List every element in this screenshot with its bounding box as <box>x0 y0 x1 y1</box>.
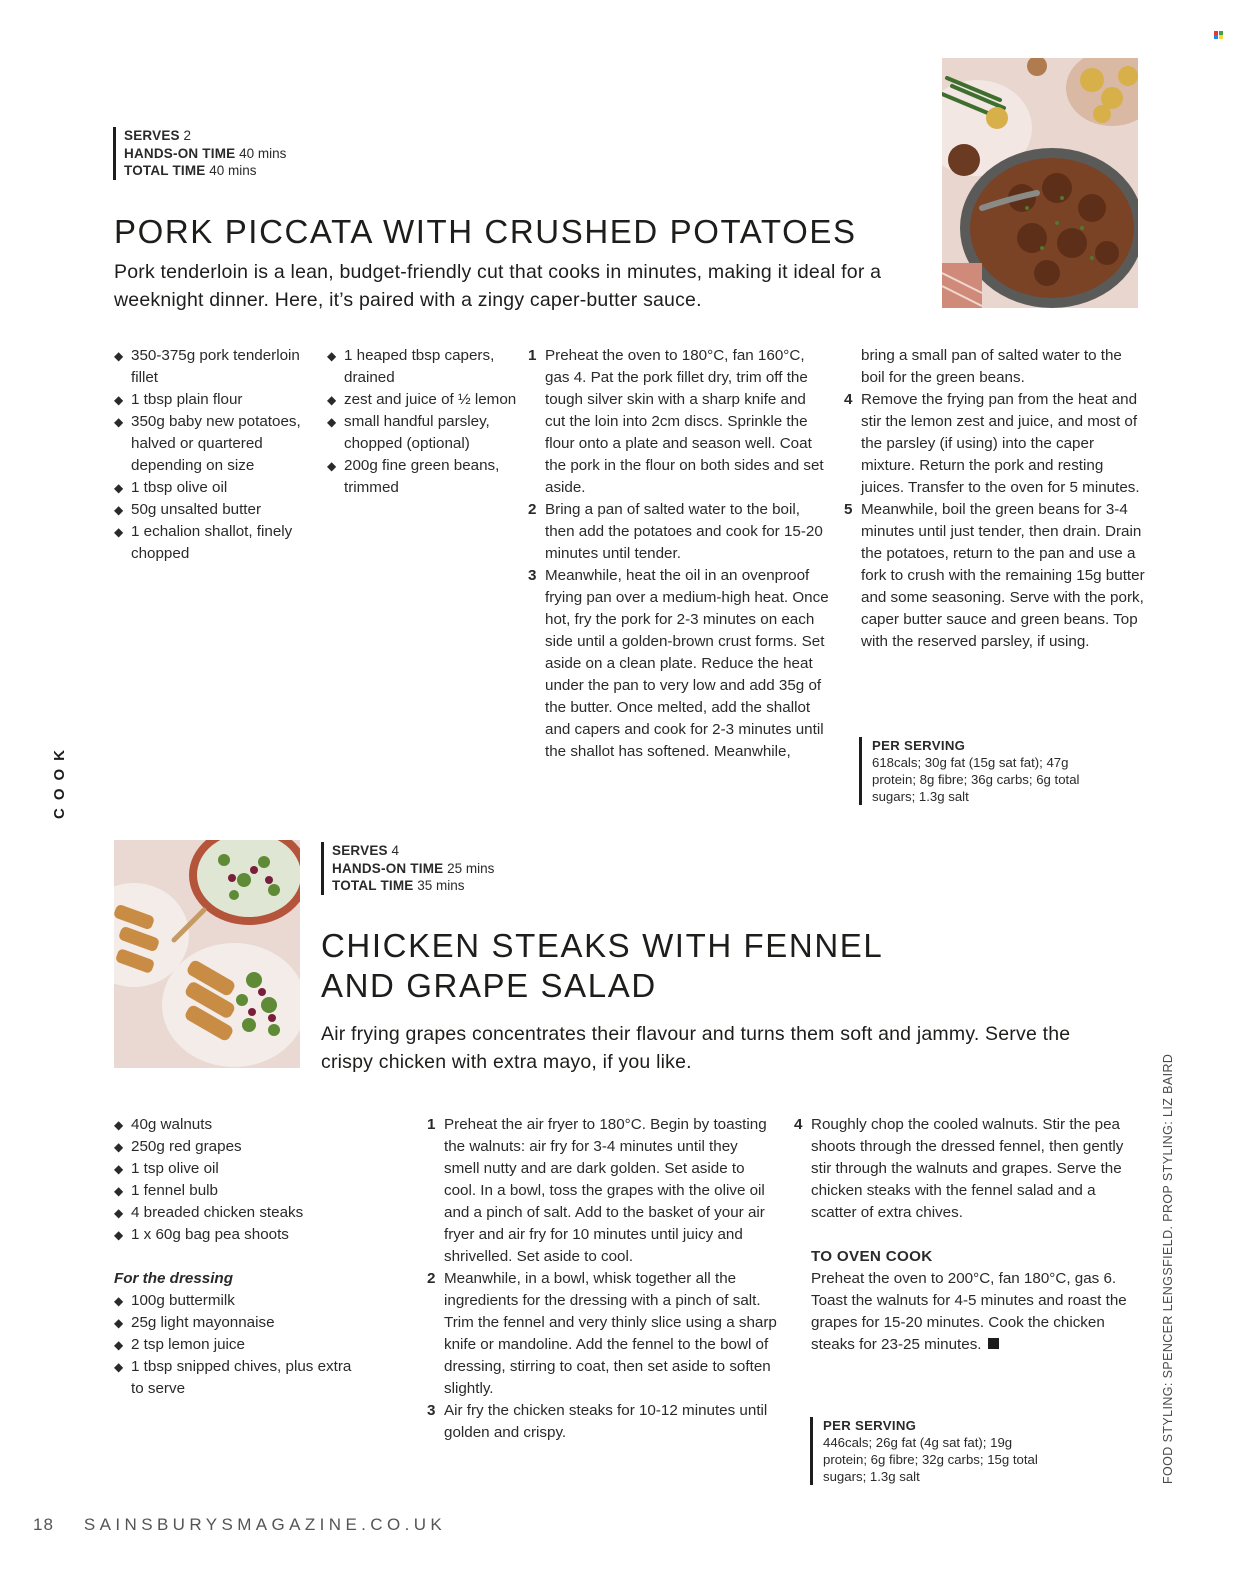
method-step: 2 Bring a pan of salted water to the boil, then add the potatoes and cook for 15-20 minutes until tender. <box>528 501 823 562</box>
list-item: ◆ 1 heaped tbsp capers, drained <box>327 347 495 386</box>
list-item: ◆ 200g fine green beans, trimmed <box>327 457 500 496</box>
bullet-diamond-icon: ◆ <box>114 1294 124 1308</box>
bullet-diamond-icon: ◆ <box>114 1360 124 1374</box>
bullet-diamond-icon: ◆ <box>114 1316 124 1330</box>
bullet-diamond-icon: ◆ <box>327 415 337 429</box>
bullet-diamond-icon: ◆ <box>114 503 124 517</box>
list-item: ◆ 350g baby new potatoes, halved or quartered depending on size <box>114 413 301 474</box>
corner-print-mark <box>1214 31 1223 39</box>
method-step: 1 Preheat the oven to 180°C, fan 160°C, gas 4. Pat the pork fillet dry, trim off the tough silver skin with a sharp knife and cut the loin into 2cm discs. Sprinkle the flour onto a plate and season well. Coat the pork in the flour on both sides and set aside. <box>528 347 824 496</box>
recipe2-meta: SERVES 4 HANDS-ON TIME 25 mins TOTAL TIME 35 mins <box>321 842 494 895</box>
list-item: ◆ 1 fennel bulb <box>114 1180 354 1202</box>
end-square-icon <box>988 1338 999 1349</box>
recipe2-title-line2: AND GRAPE SALAD <box>321 967 657 1004</box>
method-step: 1 Preheat the air fryer to 180°C. Begin by toasting the walnuts: air fry for 3-4 minutes until they smell nutty and are dark golden. Set aside to cool. In a bowl, toss the grapes with the olive oil and a pinch of salt. Add to the basket of your air fryer and air fry for 10 minutes until juicy and shrivelled. Set aside to cool. <box>427 1116 767 1265</box>
recipe2-photo <box>114 840 300 1068</box>
recipe2-title-line1: CHICKEN STEAKS WITH FENNEL <box>321 927 884 964</box>
page-footer <box>33 1515 446 1535</box>
method-step: 5 Meanwhile, boil the green beans for 3-4 minutes until just tender, then drain. Drain the potatoes, return to the pan and use a fork to crush with the remaining 15g butter and some seasoning. Serve with the pork, caper butter sauce and green beans. Top with the reserved parsley, if using. <box>844 501 1145 650</box>
list-item: ◆ zest and juice of ½ lemon <box>327 389 517 411</box>
bullet-diamond-icon: ◆ <box>114 1140 124 1154</box>
recipe1-intro: Pork tenderloin is a lean, budget-friendly cut that cooks in minutes, making it ideal for a weeknight dinner. Here, it’s paired with a zingy caper-butter sauce. <box>114 261 882 311</box>
dressing-subheading: For the dressing <box>114 1270 233 1287</box>
recipe1-ingredients-b <box>327 345 517 499</box>
recipe1-title: PORK PICCATA WITH CRUSHED POTATOES <box>114 213 857 250</box>
list-item: ◆ 40g walnuts <box>114 1114 354 1136</box>
list-item: ◆ 50g unsalted butter <box>114 499 304 521</box>
section-label: COOK <box>51 742 68 819</box>
bullet-diamond-icon: ◆ <box>327 393 337 407</box>
bullet-diamond-icon: ◆ <box>114 1118 124 1132</box>
recipe1-method-b <box>844 345 1146 653</box>
list-item: ◆ 1 tbsp olive oil <box>114 477 304 499</box>
list-item: ◆ 2 tsp lemon juice <box>114 1334 354 1356</box>
list-item: ◆ 25g light mayonnaise <box>114 1312 354 1334</box>
recipe1-meta: SERVES 2 HANDS-ON TIME 40 mins TOTAL TIME 40 mins <box>113 127 286 180</box>
method-step-continued: bring a small pan of salted water to the boil for the green beans. <box>861 347 1122 386</box>
method-step: 4 Roughly chop the cooled walnuts. Stir the pea shoots through the dressed fennel, then gently stir through the walnuts and grapes. Serve the chicken steaks with the fennel salad and a scatter of extra chives. <box>794 1116 1124 1221</box>
bullet-diamond-icon: ◆ <box>114 1162 124 1176</box>
method-step: 3 Air fry the chicken steaks for 10-12 minutes until golden and crispy. <box>427 1402 768 1441</box>
bullet-diamond-icon: ◆ <box>114 525 124 539</box>
recipe2-title <box>321 926 1141 1006</box>
oven-cook-text: Preheat the oven to 200°C, fan 180°C, gas 6. Toast the walnuts for 4-5 minutes and roast the grapes for 15-20 minutes. Cook the chicken steaks for 23-25 minutes. <box>811 1270 1127 1353</box>
recipe2-ingredients <box>114 1114 354 1400</box>
bullet-diamond-icon: ◆ <box>327 459 337 473</box>
bullet-diamond-icon: ◆ <box>114 393 124 407</box>
recipe2-nutrition: PER SERVING 446cals; 26g fat (4g sat fat); 19g protein; 6g fibre; 32g carbs; 15g total sugars; 1.3g salt <box>810 1417 1050 1485</box>
bullet-diamond-icon: ◆ <box>114 415 124 429</box>
list-item: ◆ 1 tbsp snipped chives, plus extra to serve <box>114 1358 352 1397</box>
recipe1-photo <box>942 58 1138 308</box>
method-step: 3 Meanwhile, heat the oil in an ovenproof frying pan over a medium-high heat. Once hot, fry the pork for 2-3 minutes on each side until a golden-brown crust forms. Set aside on a clean plate. Reduce the heat under the pan to very low and add 35g of the butter. Once melted, add the shallot and capers and cook for 2-3 minutes until the shallot has softened. Meanwhile, <box>528 567 829 760</box>
recipe2-method-a <box>427 1114 777 1444</box>
bullet-diamond-icon: ◆ <box>114 1228 124 1242</box>
method-step: 2 Meanwhile, in a bowl, whisk together all the ingredients for the dressing with a pinch of salt. Trim the fennel and very thinly slice using a sharp knife or mandoline. Add the fennel to the bowl of dressing, stirring to coat, then set aside to soften slightly. <box>427 1270 777 1397</box>
list-item: ◆ 1 echalion shallot, finely chopped <box>114 523 293 562</box>
recipe2-method-b <box>794 1114 1134 1356</box>
recipe1-nutrition: PER SERVING 618cals; 30g fat (15g sat fat); 47g protein; 8g fibre; 36g carbs; 6g total sugars; 1.3g salt <box>859 737 1099 805</box>
bullet-diamond-icon: ◆ <box>114 1338 124 1352</box>
recipe1-ingredients-a <box>114 345 304 565</box>
method-step: 4 Remove the frying pan from the heat and stir the lemon zest and juice, and most of the parsley (if using) into the caper mixture. Return the pork and resting juices. Transfer to the oven for 5 minutes. <box>844 391 1140 496</box>
recipe1-method-a <box>528 345 830 763</box>
bullet-diamond-icon: ◆ <box>114 481 124 495</box>
list-item: ◆ 1 tsp olive oil <box>114 1158 354 1180</box>
list-item: ◆ 250g red grapes <box>114 1136 354 1158</box>
recipe2-intro: Air frying grapes concentrates their flavour and turns them soft and jammy. Serve the crispy chicken with extra mayo, if you like. <box>321 1023 1071 1073</box>
list-item: ◆ 1 tbsp plain flour <box>114 389 304 411</box>
list-item: ◆ 350-375g pork tenderloin fillet <box>114 347 300 386</box>
photo-credit: FOOD STYLING: SPENCER LENGSFIELD. PROP STYLING: LIZ BAIRD <box>1161 1053 1175 1484</box>
oven-cook-heading: TO OVEN COOK <box>811 1248 933 1265</box>
bullet-diamond-icon: ◆ <box>114 1206 124 1220</box>
list-item: ◆ 1 x 60g bag pea shoots <box>114 1224 354 1246</box>
list-item: ◆ 4 breaded chicken steaks <box>114 1202 354 1224</box>
bullet-diamond-icon: ◆ <box>114 349 124 363</box>
bullet-diamond-icon: ◆ <box>327 349 337 363</box>
website-url: SAINSBURYSMAGAZINE.CO.UK <box>83 1515 447 1534</box>
list-item: ◆ small handful parsley, chopped (optional) <box>327 413 490 452</box>
bullet-diamond-icon: ◆ <box>114 1184 124 1198</box>
list-item: ◆ 100g buttermilk <box>114 1290 354 1312</box>
page-number: 18 <box>33 1515 54 1534</box>
